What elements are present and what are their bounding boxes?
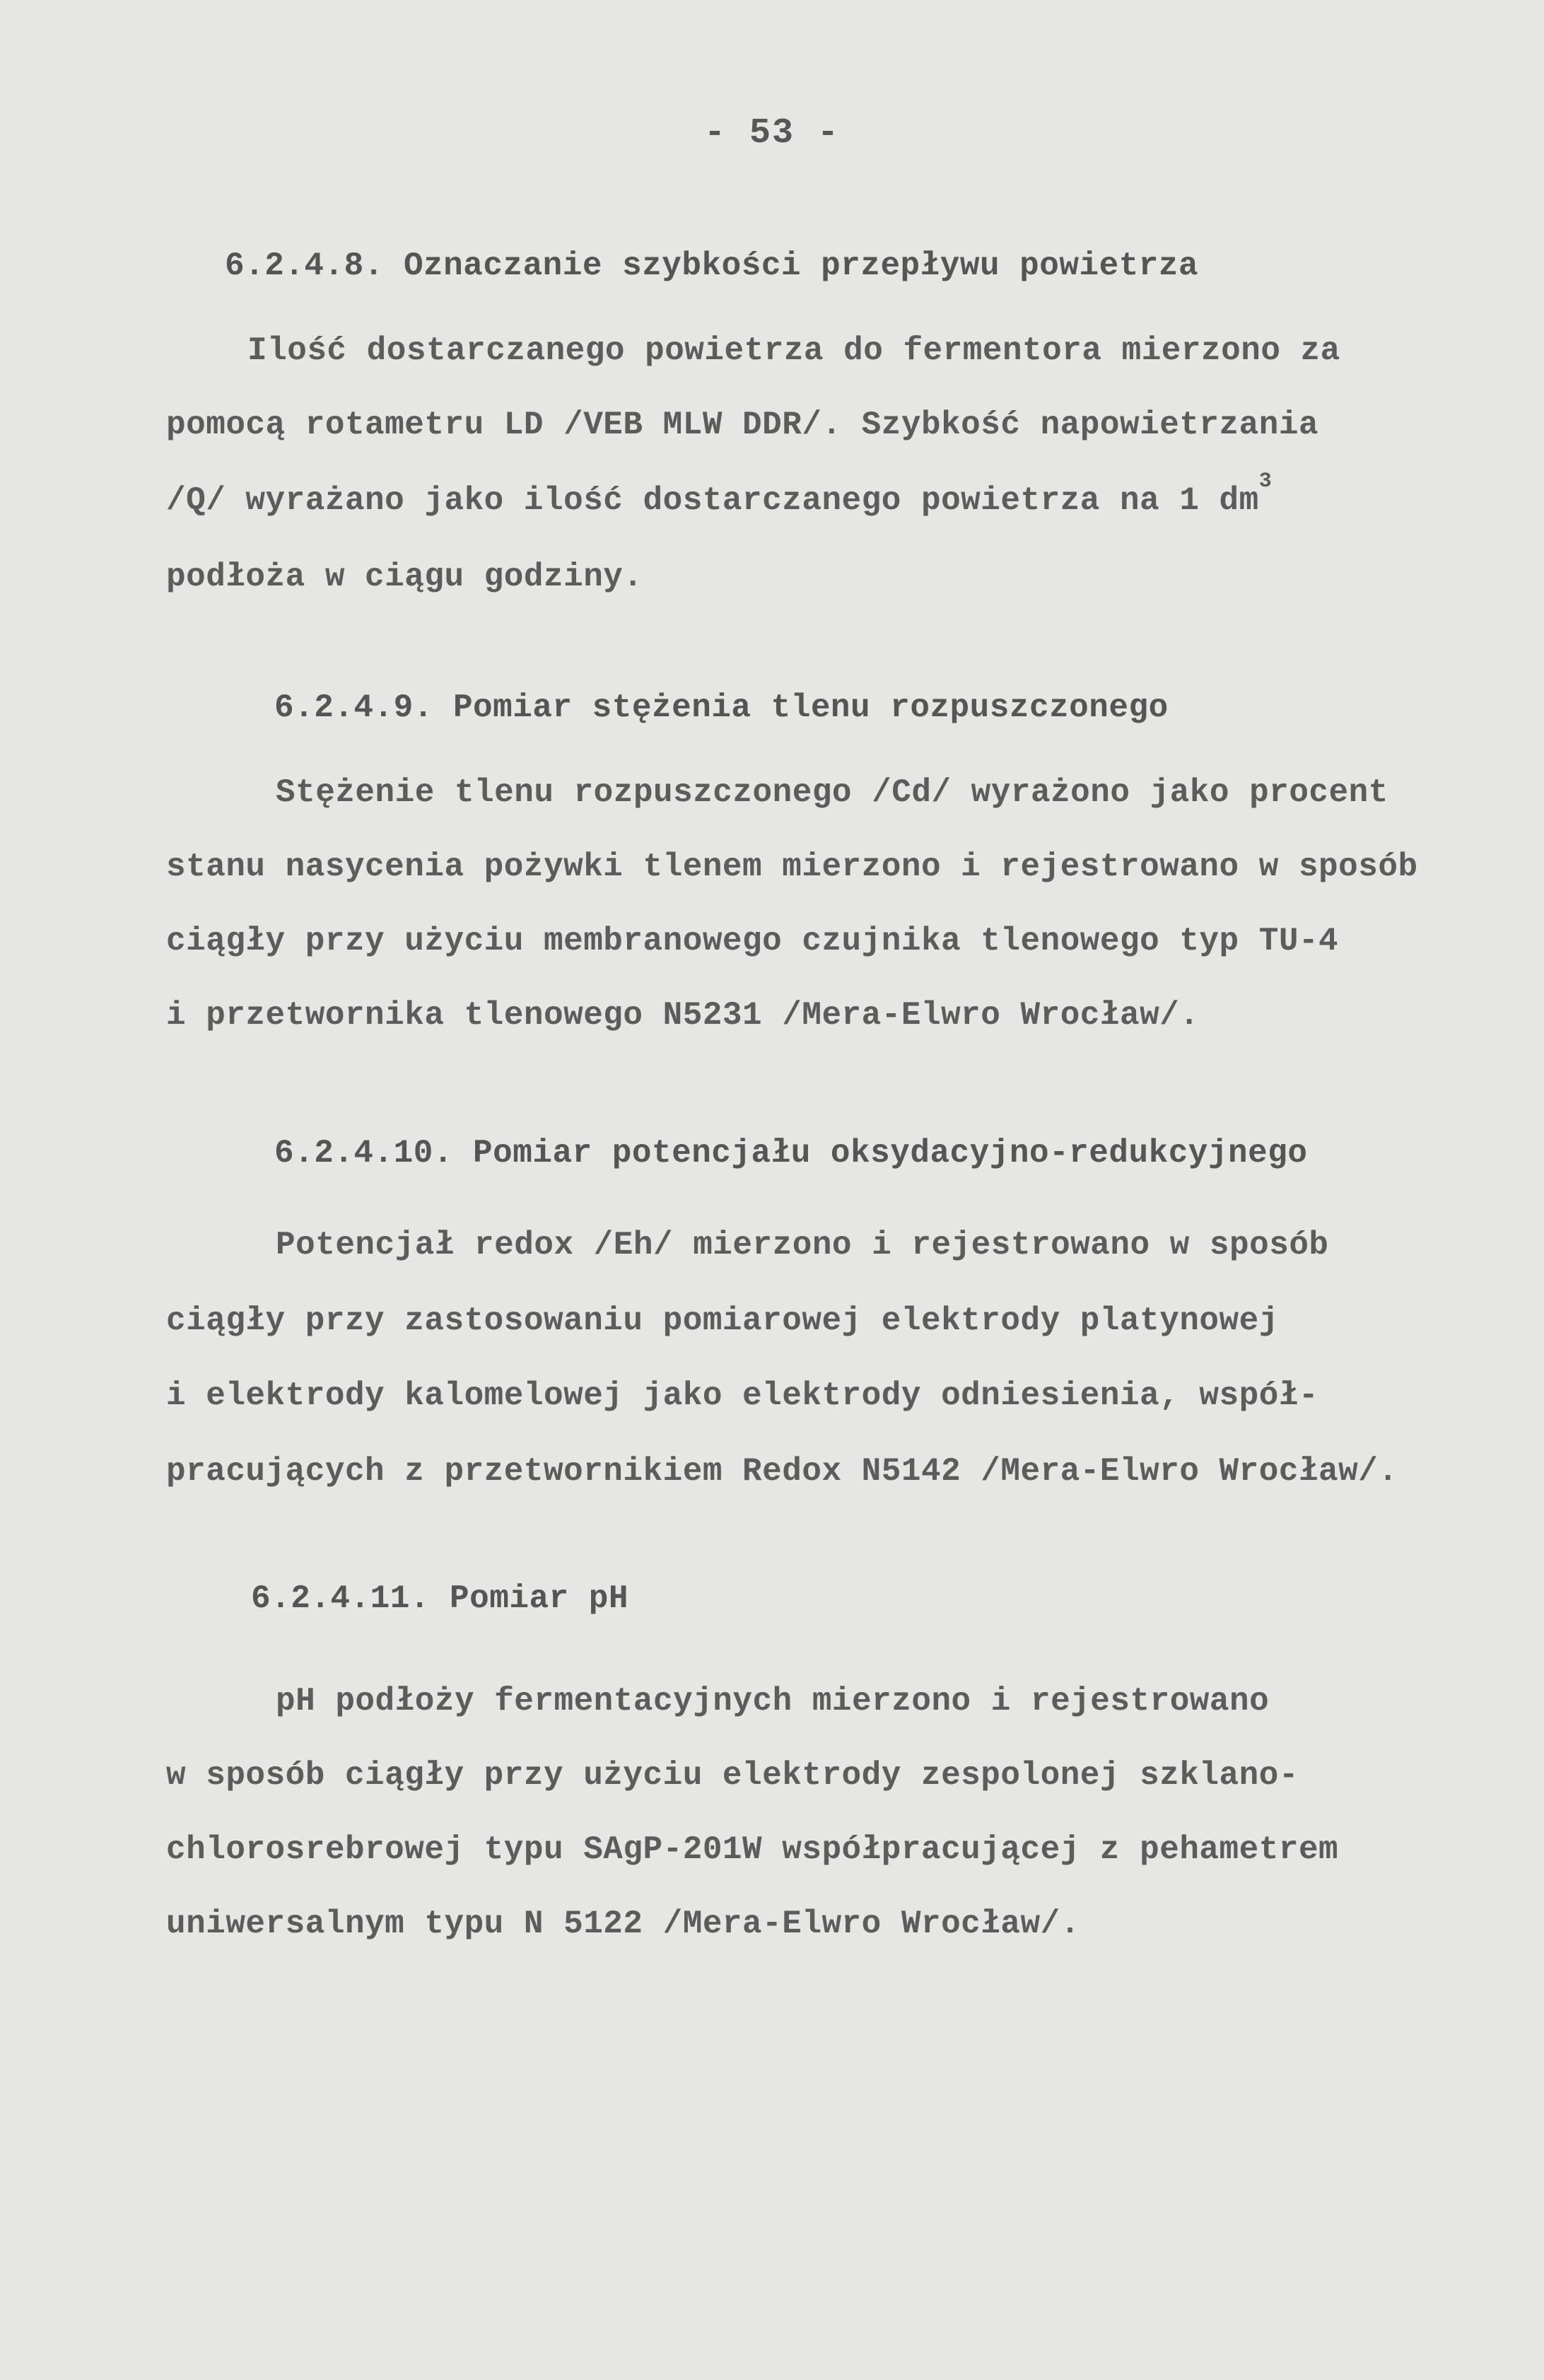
paragraph-line: uniwersalnym typu N 5122 /Mera-Elwro Wrocław/. <box>166 1906 1080 1942</box>
paragraph-line <box>166 469 1273 519</box>
paragraph-line: Stężenie tlenu rozpuszczonego /Cd/ wyrażono jako procent <box>276 774 1388 811</box>
paragraph-line: pomocą rotametru LD /VEB MLW DDR/. Szybkość napowietrzania <box>166 407 1319 443</box>
paragraph-line: i elektrody kalomelowej jako elektrody odniesienia, współ- <box>166 1377 1319 1414</box>
page-number: - 53 - <box>703 113 841 153</box>
paragraph-line: w sposób ciągły przy użyciu elektrody zespolonej szklano- <box>166 1757 1299 1794</box>
paragraph-line: pH podłoży fermentacyjnych mierzono i rejestrowano <box>276 1683 1270 1720</box>
paragraph-line: i przetwornika tlenowego N5231 /Mera-Elwro Wrocław/. <box>166 997 1200 1034</box>
section-heading-6-2-4-11: 6.2.4.11. Pomiar pH <box>251 1580 628 1617</box>
paragraph-line: ciągły przy zastosowaniu pomiarowej elektrody platynowej <box>166 1302 1279 1339</box>
paragraph-line: pracujących z przetwornikiem Redox N5142 /Mera-Elwro Wrocław/. <box>166 1453 1398 1490</box>
paragraph-line: stanu nasycenia pożywki tlenem mierzono i rejestrowano w sposób <box>166 848 1418 885</box>
paragraph-line: Potencjał redox /Eh/ mierzono i rejestrowano w sposób <box>276 1227 1329 1264</box>
section-heading-6-2-4-9: 6.2.4.9. Pomiar stężenia tlenu rozpuszczonego <box>274 689 1169 726</box>
superscript: 3 <box>1258 469 1273 494</box>
section-heading-6-2-4-8: 6.2.4.8. Oznaczanie szybkości przepływu powietrza <box>225 247 1199 284</box>
paragraph-line: podłoża w ciągu godziny. <box>166 559 643 595</box>
paragraph-line: chlorosrebrowej typu SAgP-201W współpracującej z pehametrem <box>166 1831 1339 1868</box>
paragraph-line: ciągły przy użyciu membranowego czujnika tlenowego typ TU-4 <box>166 923 1339 959</box>
paragraph-line: Ilość dostarczanego powietrza do fermentora mierzono za <box>247 332 1340 369</box>
section-heading-6-2-4-10: 6.2.4.10. Pomiar potencjału oksydacyjno-redukcyjnego <box>274 1135 1308 1172</box>
line-text: /Q/ wyrażano jako ilość dostarczanego powietrza na 1 dm <box>166 482 1259 519</box>
